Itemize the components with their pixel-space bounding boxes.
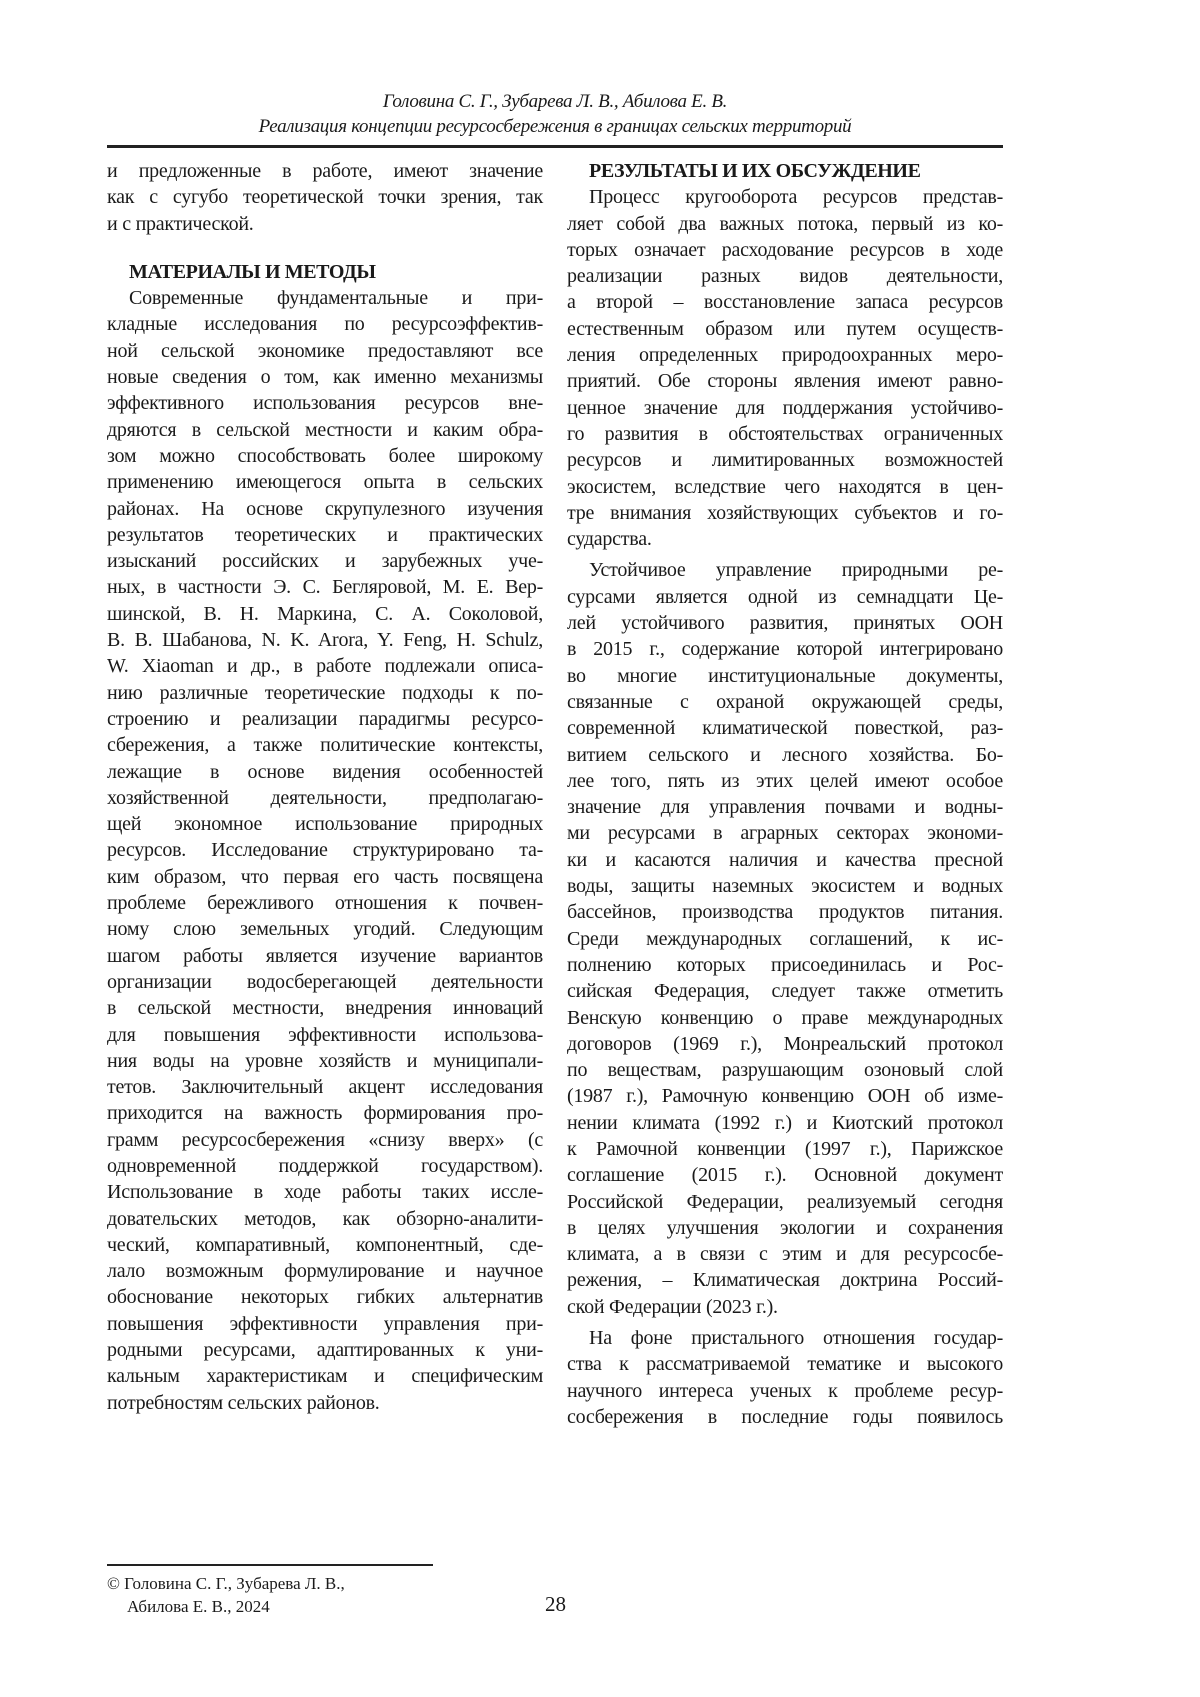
text-line: Процесс кругооборота ресурсов представ- [567,184,1003,210]
text-line: грамм ресурсосбережения «снизу вверх» (с [107,1127,543,1153]
text-line: реализации разных видов деятельности, [567,263,1003,289]
text-line: одновременной поддержкой государством). [107,1153,543,1179]
copyright-line-1: © Головина С. Г., Зубарева Л. В., [107,1572,345,1595]
copyright-footnote [107,1572,345,1618]
text-line: ресурсов и лимитированных возможностей [567,447,1003,473]
text-line: приходится на важность формирования про- [107,1100,543,1126]
text-line: тре внимания хозяйствующих субъектов и го- [567,500,1003,526]
text-line: сосбережения в последние годы появилось [567,1404,1003,1430]
text-line: экосистем, вследствие чего находятся в цен- [567,474,1003,500]
text-line: ценное значение для поддержания устойчиво- [567,395,1003,421]
text-line: ми ресурсами в аграрных секторах экономи- [567,820,1003,846]
text-line: тетов. Заключительный акцент исследования [107,1074,543,1100]
text-line: зом можно способствовать более широкому [107,443,543,469]
text-line: естественным образом или путем осуществ- [567,316,1003,342]
text-line: сурсами является одной из семнадцати Це- [567,584,1003,610]
text-line: ства к рассматриваемой тематике и высокого [567,1351,1003,1377]
text-line: шагом работы является изучение вариантов [107,943,543,969]
text-line: повышения эффективности управления при- [107,1311,543,1337]
text-line: проблеме бережливого отношения к почвен- [107,890,543,916]
text-line: ления определенных природоохранных меро- [567,342,1003,368]
text-line: шинской, В. Н. Маркина, С. А. Соколовой, [107,601,543,627]
text-line: нию различные теоретические подходы к по- [107,680,543,706]
text-line: Среди международных соглашений, к ис- [567,926,1003,952]
text-line: современной климатической повесткой, раз- [567,715,1003,741]
text-line: ресурсов. Исследование структурировано та- [107,837,543,863]
copyright-line-2: Абилова Е. В., 2024 [107,1595,345,1618]
text-line: как с сугубо теоретической точки зрения, так [107,184,543,210]
text-line: строению и реализации парадигмы ресурсо- [107,706,543,732]
text-line: (1987 г.), Рамочную конвенцию ООН об изме- [567,1083,1003,1109]
text-line: W. Xiaoman и др., в работе подлежали описа- [107,653,543,679]
text-line: обоснование некоторых гибких альтернатив [107,1284,543,1310]
text-line: сбережения, а также политические контексты, [107,732,543,758]
text-line: родными ресурсами, адаптированных к уни- [107,1337,543,1363]
text-line: в целях улучшения экологии и сохранения [567,1215,1003,1241]
text-line: Использование в ходе работы таких иссле- [107,1179,543,1205]
text-line: в сельской местности, внедрения инноваций [107,995,543,1021]
text-line: хозяйственной деятельности, предполагаю- [107,785,543,811]
paragraph [107,285,543,1416]
left-column [107,158,543,1416]
text-line: эффективного использования ресурсов вне- [107,390,543,416]
text-line: ния воды на уровне хозяйств и муниципали- [107,1048,543,1074]
paragraph-gap [107,237,543,259]
text-line: кладные исследования по ресурсоэффектив- [107,311,543,337]
paragraph [567,184,1003,552]
text-line: ляет собой два важных потока, первый из ко- [567,211,1003,237]
text-line: договоров (1969 г.), Монреальский протокол [567,1031,1003,1057]
text-line: нении климата (1992 г.) и Киотский протокол [567,1110,1003,1136]
text-line: для повышения эффективности использова- [107,1022,543,1048]
text-line: приятий. Обе стороны явления имеют равно- [567,368,1003,394]
text-line: районах. На основе скрупулезного изучения [107,496,543,522]
text-line: результатов теоретических и практических [107,522,543,548]
text-line: применению имеющегося опыта в сельских [107,469,543,495]
text-line: к Рамочной конвенции (1997 г.), Парижское [567,1136,1003,1162]
right-column [567,158,1003,1430]
text-line: ческий, компаративный, компонентный, сде- [107,1232,543,1258]
text-line: связанные с охраной окружающей среды, [567,689,1003,715]
text-line: ской Федерации (2023 г.). [567,1294,1003,1320]
text-line: по веществам, разрушающим озоновый слой [567,1057,1003,1083]
text-line: в 2015 г., содержание которой интегрировано [567,636,1003,662]
text-line: потребностям сельских районов. [107,1390,543,1416]
section-heading-methods: МАТЕРИАЛЫ И МЕТОДЫ [107,259,543,285]
text-line: во многие институциональные документы, [567,663,1003,689]
running-header-title: Реализация концепции ресурсосбережения в границах сельских территорий [107,116,1003,138]
text-line: научного интереса ученых к проблеме ресур- [567,1378,1003,1404]
running-header-authors: Головина С. Г., Зубарева Л. В., Абилова Е. В. [107,91,1003,113]
text-line: Современные фундаментальные и при- [107,285,543,311]
paragraph [567,1325,1003,1430]
text-line: лежащие в основе видения особенностей [107,759,543,785]
text-line: Устойчивое управление природными ре- [567,557,1003,583]
text-line: организации водосберегающей деятельности [107,969,543,995]
text-line: щей экономное использование природных [107,811,543,837]
text-line: ному слою земельных угодий. Следующим [107,916,543,942]
text-line: торых означает расходование ресурсов в ходе [567,237,1003,263]
text-line: Венскую конвенцию о праве международных [567,1005,1003,1031]
text-line: лало возможным формулирование и научное [107,1258,543,1284]
paragraph [107,158,543,237]
text-line: кальным характеристикам и специфическим [107,1363,543,1389]
text-line: соглашение (2015 г.). Основной документ [567,1162,1003,1188]
text-line: витием сельского и лесного хозяйства. Бо- [567,742,1003,768]
text-line: лей устойчивого развития, принятых ООН [567,610,1003,636]
text-line: и с практической. [107,211,543,237]
text-line: Российской Федерации, реализуемый сегодня [567,1189,1003,1215]
page-number: 28 [545,1592,566,1617]
text-line: ким образом, что первая его часть посвящена [107,864,543,890]
text-line: довательских методов, как обзорно-аналити- [107,1206,543,1232]
header-divider [107,145,1003,148]
footnote-divider [107,1564,433,1566]
text-line: В. В. Шабанова, N. K. Arora, Y. Feng, H. Schulz, [107,627,543,653]
text-line: воды, защиты наземных экосистем и водных [567,873,1003,899]
section-heading-results: РЕЗУЛЬТАТЫ И ИХ ОБСУЖДЕНИЕ [567,158,1003,184]
text-line: а второй – восстановление запаса ресурсов [567,289,1003,315]
text-line: На фоне пристального отношения государ- [567,1325,1003,1351]
text-line: бассейнов, производства продуктов питания. [567,899,1003,925]
text-line: го развития в обстоятельствах ограниченных [567,421,1003,447]
text-line: полнению которых присоединилась и Рос- [567,952,1003,978]
text-line: климата, а в связи с этим и для ресурсосбе- [567,1241,1003,1267]
text-line: ных, в частности Э. С. Бегляровой, М. Е. Вер- [107,574,543,600]
text-line: лее того, пять из этих целей имеют особое [567,768,1003,794]
text-line: режения, – Климатическая доктрина Россий- [567,1267,1003,1293]
text-line: и предложенные в работе, имеют значение [107,158,543,184]
paragraph [567,557,1003,1320]
text-line: сударства. [567,526,1003,552]
text-line: дряются в сельской местности и каким обра- [107,417,543,443]
text-line: новые сведения о том, как именно механизмы [107,364,543,390]
text-line: ной сельской экономике предоставляют все [107,338,543,364]
text-line: ки и касаются наличия и качества пресной [567,847,1003,873]
text-line: значение для управления почвами и водны- [567,794,1003,820]
text-line: сийская Федерация, следует также отметить [567,978,1003,1004]
text-line: изысканий российских и зарубежных уче- [107,548,543,574]
